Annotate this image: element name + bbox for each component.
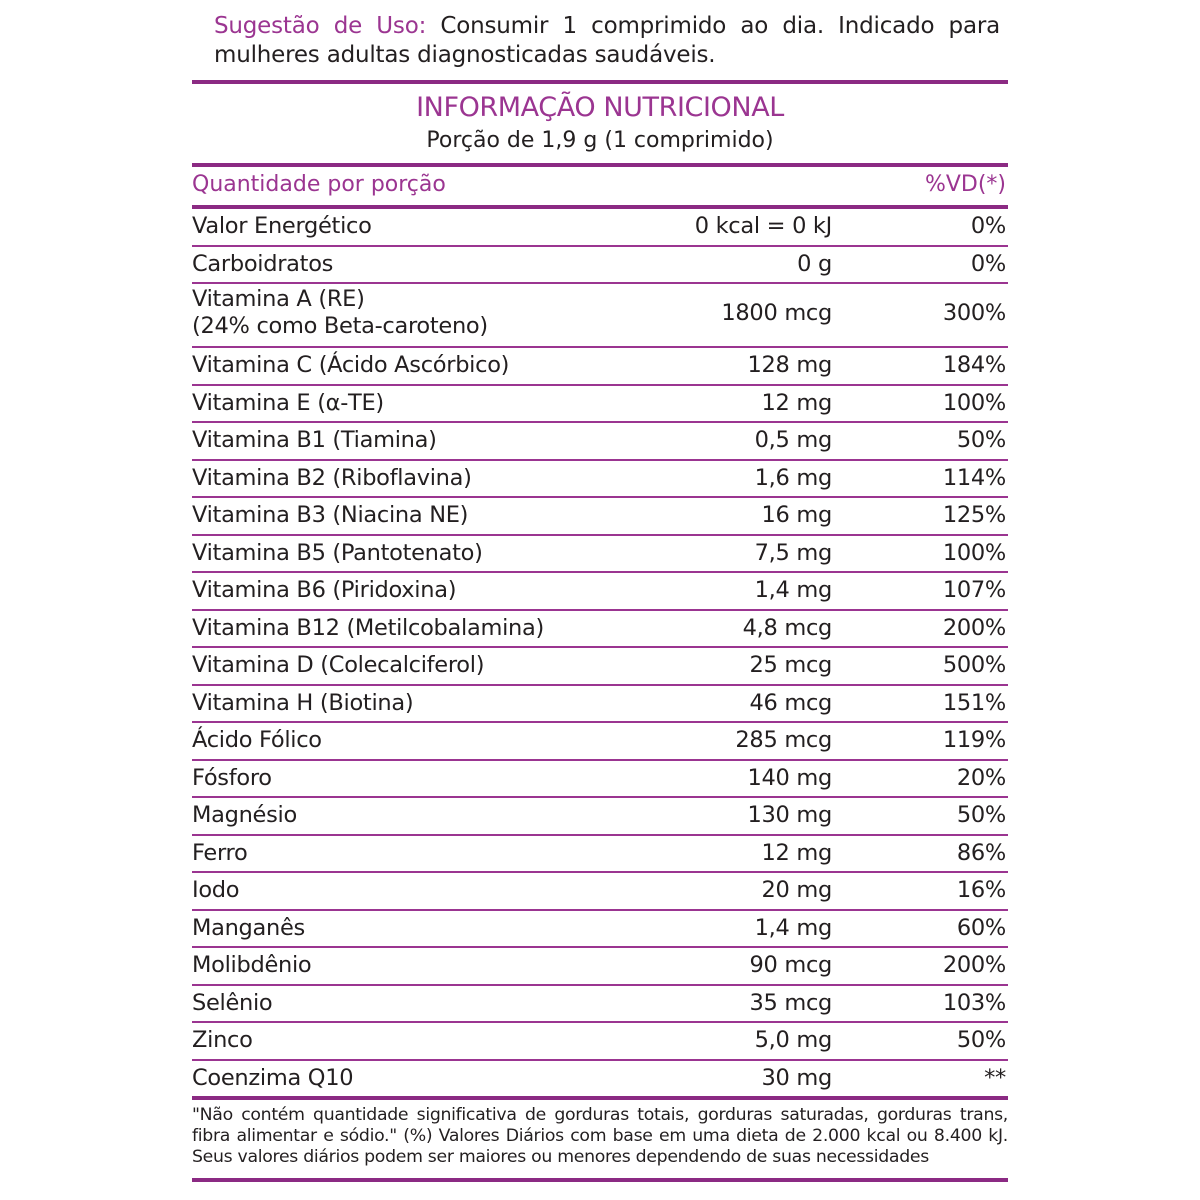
nutrient-daily-value: 100% [942, 389, 1006, 416]
nutrient-name: Vitamina B1 (Tiamina) [192, 427, 437, 453]
nutrient-daily-value: 86% [956, 839, 1006, 866]
nutrient-daily-value: 125% [942, 502, 1006, 528]
nutrient-quantity: 1,6 mg [754, 464, 832, 491]
nutrient-quantity: 285 mcg [735, 727, 832, 753]
table-row [192, 611, 1008, 649]
nutrient-name: Zinco [192, 1027, 253, 1053]
table-row [192, 948, 1008, 986]
table-row [192, 798, 1008, 836]
nutrient-name: Selênio [192, 989, 273, 1016]
nutrient-quantity: 1800 mcg [721, 300, 832, 326]
bottom-divider [192, 1178, 1008, 1182]
table-row [192, 461, 1008, 499]
usage-suggestion [214, 12, 1000, 70]
nutrient-quantity: 140 mg [747, 764, 832, 791]
nutrient-daily-value: 200% [942, 952, 1006, 978]
table-row [192, 573, 1008, 611]
header-divider [192, 163, 1008, 167]
table-row [192, 873, 1008, 911]
nutrient-name: Vitamina B3 (Niacina NE) [192, 502, 469, 528]
nutrient-quantity: 90 mcg [749, 952, 832, 978]
table-row [192, 911, 1008, 949]
nutrient-daily-value: 114% [942, 464, 1006, 491]
portion-size: Porção de 1,9 g (1 comprimido) [426, 128, 774, 153]
nutrient-daily-value: 50% [956, 802, 1006, 828]
header-daily-value: %VD(*) [924, 172, 1006, 197]
table-row [192, 536, 1008, 574]
nutrient-quantity: 12 mg [761, 389, 832, 416]
usage-text: Consumir 1 comprimido ao dia. Indicado para mulheres adultas diagnosticadas saudáveis. [214, 13, 1000, 68]
nutrient-daily-value: 100% [942, 539, 1006, 566]
table-row [192, 648, 1008, 686]
nutrient-name: Vitamina D (Colecalciferol) [192, 652, 485, 678]
footnote: "Não contém quantidade significativa de gorduras totais, gorduras saturadas, gorduras trans, fibra alimentar e sódio." (%) Valores Diários com base em uma dieta de 2.000 kcal ou 8.400 kJ. Seus valores diários podem ser maiores ou menores dependendo de suas necessidades [192, 1105, 1008, 1167]
nutrient-quantity: 0,5 mg [754, 427, 832, 453]
nutrient-name: Vitamina H (Biotina) [192, 689, 414, 716]
nutrient-quantity: 35 mcg [749, 989, 832, 1016]
nutrient-daily-value: ** [984, 1064, 1006, 1091]
nutrient-name: Vitamina A (RE) [192, 286, 365, 312]
nutrient-quantity: 46 mcg [749, 689, 832, 716]
nutrient-quantity: 16 mg [761, 502, 832, 528]
nutrient-daily-value: 0% [970, 250, 1006, 277]
nutrient-daily-value: 16% [956, 877, 1006, 903]
nutrient-name-detail: (24% como Beta-caroteno) [192, 313, 488, 339]
nutrient-name: Vitamina B6 (Piridoxina) [192, 577, 457, 603]
nutrient-name: Iodo [192, 877, 240, 903]
nutrient-daily-value: 119% [942, 727, 1006, 753]
table-title: INFORMAÇÃO NUTRICIONAL [416, 92, 784, 123]
table-row [192, 498, 1008, 536]
nutrient-name: Vitamina B5 (Pantotenato) [192, 539, 483, 566]
nutrient-daily-value: 184% [942, 352, 1006, 378]
nutrient-quantity: 130 mg [747, 802, 832, 828]
table-row [192, 284, 1008, 348]
nutrient-daily-value: 60% [956, 914, 1006, 941]
nutrient-name: Magnésio [192, 802, 297, 828]
table-row [192, 209, 1008, 247]
table-row [192, 836, 1008, 874]
nutrient-quantity: 0 kcal = 0 kJ [694, 213, 832, 239]
nutrient-quantity: 128 mg [747, 352, 832, 378]
nutrient-rows [192, 209, 1008, 1096]
nutrient-quantity: 25 mcg [749, 652, 832, 678]
nutrient-daily-value: 107% [942, 577, 1006, 603]
table-row [192, 723, 1008, 761]
nutrient-quantity: 7,5 mg [754, 539, 832, 566]
nutrient-name: Vitamina B12 (Metilcobalamina) [192, 614, 544, 641]
nutrient-name: Valor Energético [192, 213, 372, 239]
table-row [192, 1023, 1008, 1061]
table-row [192, 686, 1008, 724]
nutrient-name: Vitamina C (Ácido Ascórbico) [192, 352, 510, 378]
nutrient-quantity: 5,0 mg [754, 1027, 832, 1053]
nutrient-name: Vitamina B2 (Riboflavina) [192, 464, 472, 491]
table-row [192, 386, 1008, 424]
nutrient-quantity: 20 mg [761, 877, 832, 903]
nutrient-name: Vitamina E (α-TE) [192, 389, 384, 416]
table-row [192, 761, 1008, 799]
nutrient-quantity: 0 g [797, 250, 832, 277]
nutrient-quantity: 30 mg [761, 1064, 832, 1091]
nutrient-daily-value: 20% [956, 764, 1006, 791]
nutrient-daily-value: 50% [956, 1027, 1006, 1053]
nutrient-name: Molibdênio [192, 952, 312, 978]
nutrient-name: Ferro [192, 839, 248, 866]
nutrient-quantity: 1,4 mg [754, 914, 832, 941]
table-row [192, 1061, 1008, 1097]
nutrient-quantity: 4,8 mcg [742, 614, 832, 641]
nutrient-name: Carboidratos [192, 250, 334, 277]
nutrient-quantity: 1,4 mg [754, 577, 832, 603]
table-row [192, 348, 1008, 386]
nutrient-daily-value: 50% [956, 427, 1006, 453]
nutrient-name: Fósforo [192, 764, 272, 791]
nutrient-daily-value: 151% [942, 689, 1006, 716]
nutrient-daily-value: 500% [942, 652, 1006, 678]
nutrient-name: Coenzima Q10 [192, 1064, 354, 1091]
usage-label: Sugestão de Uso: [214, 13, 427, 39]
nutrient-name: Manganês [192, 914, 305, 941]
nutrient-quantity: 12 mg [761, 839, 832, 866]
nutrient-daily-value: 300% [942, 300, 1006, 326]
table-bottom-divider [192, 1096, 1008, 1100]
top-divider [192, 80, 1008, 84]
table-row [192, 423, 1008, 461]
table-row [192, 247, 1008, 285]
table-row [192, 986, 1008, 1024]
nutrient-daily-value: 103% [942, 989, 1006, 1016]
header-quantity: Quantidade por porção [192, 172, 446, 197]
nutrient-name: Ácido Fólico [192, 727, 322, 753]
nutrient-daily-value: 200% [942, 614, 1006, 641]
nutrient-daily-value: 0% [970, 213, 1006, 239]
table-header [192, 172, 1008, 204]
